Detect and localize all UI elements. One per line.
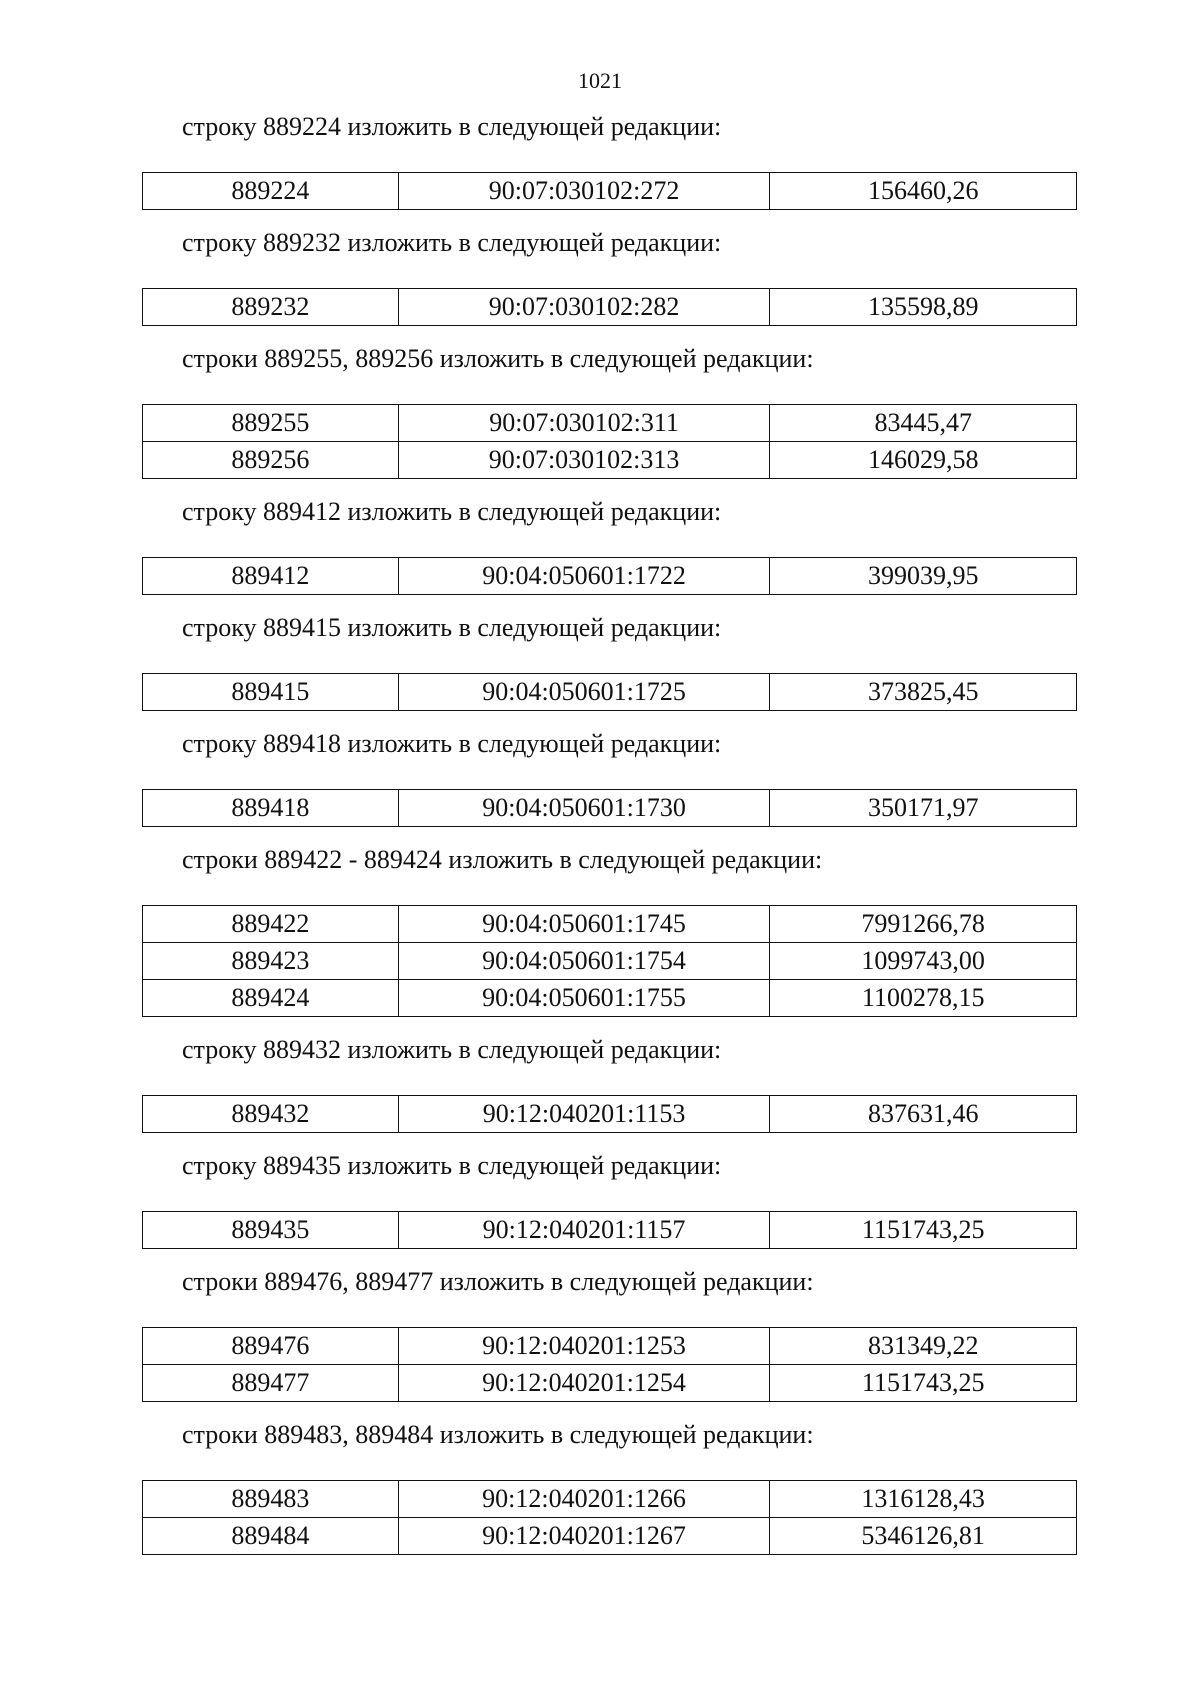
row-number-cell: 889477 [143, 1365, 399, 1402]
amendment-table [142, 789, 1077, 827]
document-body [0, 110, 1200, 1571]
row-number-cell: 889232 [143, 289, 399, 326]
cadastral-number-cell: 90:04:050601:1745 [398, 906, 770, 943]
row-number-cell: 889432 [143, 1096, 399, 1133]
value-cell: 837631,46 [770, 1096, 1077, 1133]
value-cell: 7991266,78 [770, 906, 1077, 943]
cadastral-number-cell: 90:04:050601:1730 [398, 790, 770, 827]
table-row [143, 674, 1077, 711]
cadastral-number-cell: 90:04:050601:1755 [398, 980, 770, 1017]
value-cell: 1316128,43 [770, 1481, 1077, 1518]
cadastral-number-cell: 90:04:050601:1722 [398, 558, 770, 595]
value-cell: 831349,22 [770, 1328, 1077, 1365]
value-cell: 83445,47 [770, 405, 1077, 442]
row-number-cell: 889412 [143, 558, 399, 595]
amendment-section [0, 110, 1200, 210]
amendment-section [0, 1418, 1200, 1555]
row-number-cell: 889422 [143, 906, 399, 943]
row-number-cell: 889224 [143, 173, 399, 210]
amendment-table [142, 1480, 1077, 1555]
row-number-cell: 889484 [143, 1518, 399, 1555]
value-cell: 373825,45 [770, 674, 1077, 711]
value-cell: 146029,58 [770, 442, 1077, 479]
row-number-cell: 889483 [143, 1481, 399, 1518]
table-row [143, 1481, 1077, 1518]
cadastral-number-cell: 90:12:040201:1157 [398, 1212, 770, 1249]
amendment-section [0, 727, 1200, 827]
cadastral-number-cell: 90:12:040201:1153 [398, 1096, 770, 1133]
amendment-instruction: строки 889483, 889484 изложить в следующей редакции: [182, 1420, 814, 1449]
table-row [143, 289, 1077, 326]
amendment-instruction: строку 889418 изложить в следующей редакции: [182, 729, 722, 758]
amendment-instruction: строку 889412 изложить в следующей редакции: [182, 497, 722, 526]
row-number-cell: 889256 [143, 442, 399, 479]
amendment-section [0, 611, 1200, 711]
amendment-instruction: строку 889232 изложить в следующей редакции: [182, 228, 722, 257]
amendment-instruction: строку 889415 изложить в следующей редакции: [182, 613, 722, 642]
amendment-table [142, 288, 1077, 326]
amendment-table [142, 404, 1077, 479]
cadastral-number-cell: 90:04:050601:1725 [398, 674, 770, 711]
cadastral-number-cell: 90:07:030102:272 [398, 173, 770, 210]
amendment-section [0, 226, 1200, 326]
amendment-table [142, 905, 1077, 1017]
value-cell: 1151743,25 [770, 1212, 1077, 1249]
cadastral-number-cell: 90:12:040201:1254 [398, 1365, 770, 1402]
amendment-section [0, 843, 1200, 1017]
amendment-instruction: строки 889476, 889477 изложить в следующей редакции: [182, 1267, 814, 1296]
cadastral-number-cell: 90:12:040201:1267 [398, 1518, 770, 1555]
table-row [143, 1518, 1077, 1555]
row-number-cell: 889415 [143, 674, 399, 711]
value-cell: 1100278,15 [770, 980, 1077, 1017]
amendment-table [142, 673, 1077, 711]
amendment-instruction: строку 889435 изложить в следующей редакции: [182, 1151, 722, 1180]
amendment-instruction: строку 889432 изложить в следующей редакции: [182, 1035, 722, 1064]
row-number-cell: 889424 [143, 980, 399, 1017]
value-cell: 156460,26 [770, 173, 1077, 210]
cadastral-number-cell: 90:07:030102:313 [398, 442, 770, 479]
value-cell: 1099743,00 [770, 943, 1077, 980]
amendment-section [0, 495, 1200, 595]
row-number-cell: 889476 [143, 1328, 399, 1365]
amendment-table [142, 1095, 1077, 1133]
amendment-instruction: строки 889255, 889256 изложить в следующей редакции: [182, 344, 814, 373]
cadastral-number-cell: 90:12:040201:1266 [398, 1481, 770, 1518]
value-cell: 135598,89 [770, 289, 1077, 326]
row-number-cell: 889255 [143, 405, 399, 442]
table-row [143, 1365, 1077, 1402]
row-number-cell: 889435 [143, 1212, 399, 1249]
cadastral-number-cell: 90:07:030102:282 [398, 289, 770, 326]
table-row [143, 442, 1077, 479]
amendment-table [142, 172, 1077, 210]
table-row [143, 943, 1077, 980]
amendment-instruction: строку 889224 изложить в следующей редакции: [182, 112, 722, 141]
cadastral-number-cell: 90:07:030102:311 [398, 405, 770, 442]
value-cell: 350171,97 [770, 790, 1077, 827]
table-row [143, 1328, 1077, 1365]
amendment-section [0, 1265, 1200, 1402]
table-row [143, 405, 1077, 442]
amendment-instruction: строки 889422 - 889424 изложить в следующей редакции: [182, 845, 823, 874]
table-row [143, 980, 1077, 1017]
cadastral-number-cell: 90:04:050601:1754 [398, 943, 770, 980]
row-number-cell: 889423 [143, 943, 399, 980]
row-number-cell: 889418 [143, 790, 399, 827]
value-cell: 1151743,25 [770, 1365, 1077, 1402]
amendment-table [142, 1211, 1077, 1249]
amendment-section [0, 342, 1200, 479]
page-number: 1021 [578, 68, 622, 93]
amendment-table [142, 557, 1077, 595]
value-cell: 399039,95 [770, 558, 1077, 595]
table-row [143, 1212, 1077, 1249]
value-cell: 5346126,81 [770, 1518, 1077, 1555]
table-row [143, 558, 1077, 595]
table-row [143, 1096, 1077, 1133]
table-row [143, 790, 1077, 827]
table-row [143, 173, 1077, 210]
amendment-table [142, 1327, 1077, 1402]
cadastral-number-cell: 90:12:040201:1253 [398, 1328, 770, 1365]
amendment-section [0, 1033, 1200, 1133]
table-row [143, 906, 1077, 943]
amendment-section [0, 1149, 1200, 1249]
